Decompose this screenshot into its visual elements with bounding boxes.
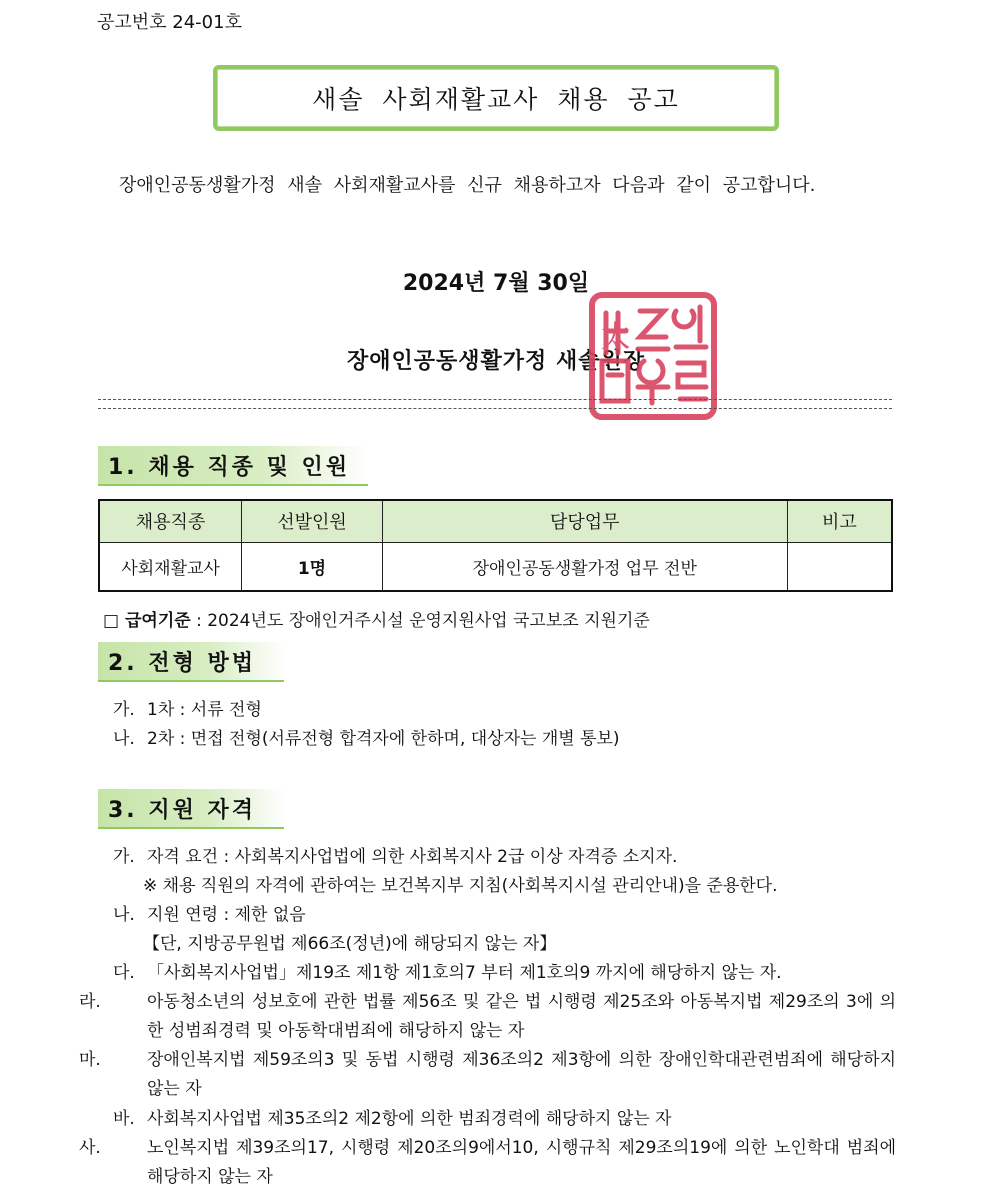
- item-label: 가.: [113, 700, 135, 720]
- item-text: 노인복지법 제39조의17, 시행령 제20조의9에서10, 시행규칙 제29조의19에 의한 노인학대 범죄에 해당하지 않는 자: [147, 1138, 896, 1187]
- salary-text: : 2024년도 장애인거주시설 운영지원사업 국고보조 지원기준: [190, 611, 650, 631]
- list-item: [79, 988, 896, 1046]
- item-text: 「사회복지사업법」제19조 제1항 제1호의7 부터 제1호의9 까지에 해당하지 않는 자.: [147, 963, 782, 983]
- cell-duties: 장애인공동생활가정 업무 전반: [382, 542, 787, 591]
- table-header-row: [99, 500, 892, 542]
- header-duties: 담당업무: [382, 500, 787, 542]
- item-label: 가.: [113, 847, 135, 867]
- seal-glyph: 太: [594, 320, 630, 350]
- list-item: [113, 843, 677, 872]
- title-box: [213, 65, 779, 131]
- item-text: 장애인복지법 제59조의3 및 동법 시행령 제36조의2 제3항에 의한 장애인학대관련범죄에 해당하지 않는 자: [147, 1050, 896, 1099]
- list-item: [143, 930, 556, 959]
- cell-remarks: [787, 542, 892, 591]
- item-text: 자격 요건 : 사회복지사업법에 의한 사회복지사 2급 이상 자격증 소지자.: [147, 847, 678, 867]
- announcement-date: 2024년 7월 30일: [402, 271, 590, 296]
- section3-heading: 3. 지원 자격: [98, 789, 284, 829]
- cell-job-type: 사회재활교사: [99, 542, 242, 591]
- page-title: 새솔 사회재활교사 채용 공고: [312, 85, 680, 114]
- salary-label: □ 급여기준: [103, 611, 191, 631]
- item-text: 1차 : 서류 전형: [147, 700, 262, 720]
- notice-number: 공고번호 24-01호: [97, 12, 242, 33]
- divider-2: [98, 408, 892, 409]
- list-item: [143, 872, 778, 901]
- item-label: 다.: [113, 963, 135, 983]
- cell-headcount: 1명: [242, 542, 383, 591]
- item-label: 라.: [79, 992, 101, 1012]
- header-headcount: 선발인원: [242, 500, 383, 542]
- table-row: [99, 542, 892, 591]
- item-text: 【단, 지방공무원법 제66조(정년)에 해당되지 않는 자】: [143, 934, 557, 954]
- header-remarks: 비고: [787, 500, 892, 542]
- list-item: [79, 1046, 896, 1104]
- item-label: 나.: [113, 729, 135, 749]
- item-text: 사회복지사업법 제35조의2 제2항에 의한 범죄경력에 해당하지 않는 자: [147, 1109, 672, 1129]
- section2-heading: 2. 전형 방법: [98, 642, 284, 682]
- item-text: 아동청소년의 성보호에 관한 법률 제56조 및 같은 법 시행령 제25조와 아동복지법 제29조의 3에 의한 성범죄경력 및 아동학대범죄에 해당하지 않는 자: [147, 992, 896, 1041]
- salary-standard: [103, 606, 650, 631]
- list-item: [113, 959, 782, 988]
- issuer-name: 장애인공동생활가정 새솔원장: [347, 349, 645, 374]
- item-label: 마.: [79, 1050, 101, 1070]
- item-label: 바.: [113, 1109, 135, 1129]
- divider-1: [98, 399, 892, 400]
- list-item: [79, 1134, 896, 1192]
- list-item: [113, 901, 306, 930]
- item-text: 2차 : 면접 전형(서류전형 합격자에 한하며, 대상자는 개별 통보): [147, 729, 620, 749]
- section1-heading: 1. 채용 직종 및 인원: [98, 446, 368, 486]
- item-label: 사.: [79, 1138, 101, 1158]
- official-seal: [588, 291, 718, 421]
- list-item: [113, 725, 620, 754]
- item-text: ※ 채용 직원의 자격에 관하여는 보건복지부 지침(사회복지시설 관리안내)을 준용한다.: [143, 876, 778, 896]
- recruitment-table: [98, 499, 893, 592]
- item-text: 지원 연령 : 제한 없음: [147, 905, 306, 925]
- header-job-type: 채용직종: [99, 500, 242, 542]
- item-label: 나.: [113, 905, 135, 925]
- intro-paragraph: 장애인공동생활가정 새솔 사회재활교사를 신규 채용하고자 다음과 같이 공고합니다.: [119, 175, 816, 196]
- list-item: [113, 696, 262, 725]
- list-item: [113, 1105, 671, 1134]
